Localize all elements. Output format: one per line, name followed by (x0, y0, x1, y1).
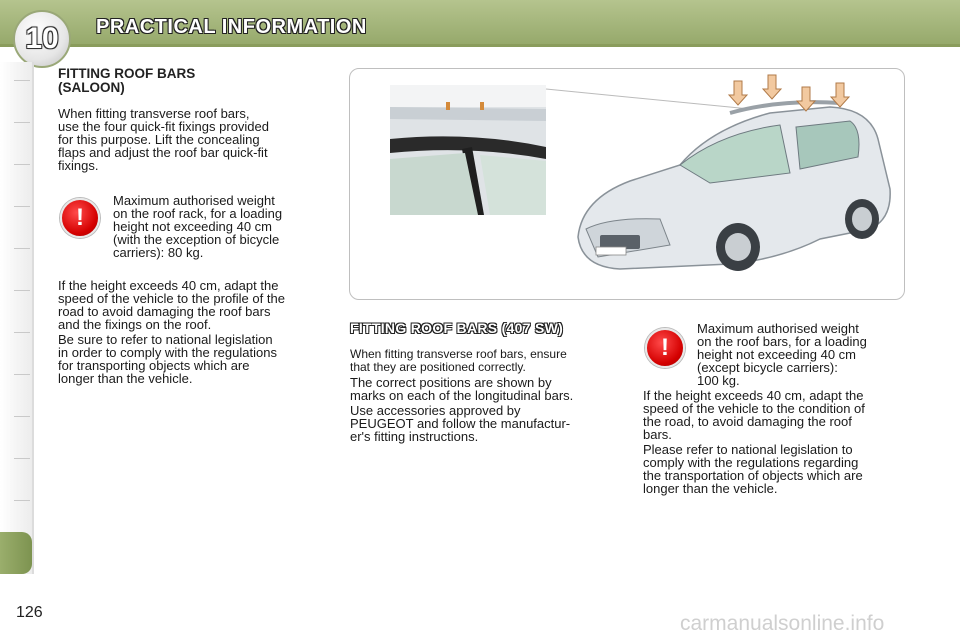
text-line: on the roof bars, for a loading (697, 334, 867, 349)
text-line: road to avoid damaging the roof bars (58, 304, 271, 319)
sw-speed-note (643, 389, 903, 441)
text-line: (except bicycle carriers): (697, 360, 838, 375)
text-line: Please refer to national legislation to (643, 442, 853, 457)
text-line: When fitting transverse roof bars, (58, 106, 250, 121)
text-line: Maximum authorised weight (697, 321, 859, 336)
page-title: PRACTICAL INFORMATION (96, 16, 367, 38)
page-number: 126 (16, 604, 43, 621)
sw-section-title: FITTING ROOF BARS (407 SW) (350, 320, 564, 336)
tab-divider (14, 80, 30, 81)
sw-weight-warning (697, 322, 903, 387)
position-mark (446, 102, 450, 110)
rear-wheel-rim (852, 207, 872, 231)
text-line: marks on each of the longitudinal bars. (350, 388, 574, 403)
number-plate (596, 247, 626, 255)
car-roof-bars-illustration (349, 68, 905, 300)
warning-icon: ! (645, 328, 685, 368)
text-line: PEUGEOT and follow the manufactur- (350, 416, 571, 431)
text-line: fixings. (58, 158, 99, 173)
text-line: The correct positions are shown by (350, 375, 552, 390)
front-wheel-rim (725, 233, 751, 261)
text-line: speed of the vehicle to the condition of (643, 401, 865, 416)
sw-accessories (350, 404, 610, 443)
text-line: longer than the vehicle. (643, 481, 778, 496)
saloon-intro (58, 107, 320, 172)
tab-divider (14, 122, 30, 123)
down-arrow-icon (797, 87, 815, 111)
fixing-arrows (729, 75, 849, 111)
text-line: (with the exception of bicycle (113, 232, 280, 247)
title-line: (SALOON) (58, 80, 125, 95)
text-line: Be sure to refer to national legislation (58, 332, 273, 347)
saloon-weight-warning (113, 194, 318, 259)
text-line: flaps and adjust the roof bar quick-fit (58, 145, 268, 160)
sw-legislation-note (643, 443, 903, 495)
chapter-tabs (0, 62, 34, 574)
text-line: If the height exceeds 40 cm, adapt the (58, 278, 279, 293)
roof-rail-edge (390, 107, 546, 121)
saloon-section-title (58, 67, 320, 95)
text-line: that they are positioned correctly. (350, 359, 526, 374)
car-drawing (350, 69, 904, 299)
sw-positions (350, 376, 610, 402)
header-divider (0, 44, 960, 47)
title-line: FITTING ROOF BARS (58, 66, 196, 81)
text-line: in order to comply with the regulations (58, 345, 277, 360)
down-arrow-icon (729, 81, 747, 105)
chapter-number-badge: 10 (13, 10, 71, 68)
text-line: use the four quick-fit fixings provided (58, 119, 269, 134)
text-line: height not exceeding 40 cm (113, 219, 272, 234)
text-line: and the fixings on the roof. (58, 317, 212, 332)
text-line: the transportation of objects which are (643, 468, 863, 483)
roof-rail-strip (390, 85, 546, 107)
text-line: er's fitting instructions. (350, 429, 479, 444)
side-window (390, 153, 478, 215)
text-line: height not exceeding 40 cm (697, 347, 856, 362)
watermark: carmanualsonline.info (680, 612, 885, 635)
text-line: Maximum authorised weight (113, 193, 275, 208)
text-line: for transporting objects which are (58, 358, 250, 373)
tab-divider (14, 332, 30, 333)
saloon-speed-note (58, 279, 320, 331)
tab-divider (14, 248, 30, 249)
warning-icon: ! (60, 198, 100, 238)
text-line: comply with the regulations regarding (643, 455, 859, 470)
text-line: carriers): 80 kg. (113, 245, 204, 260)
saloon-legislation-note (58, 333, 320, 385)
text-line: 100 kg. (697, 373, 740, 388)
tab-divider (14, 164, 30, 165)
text-line: Use accessories approved by (350, 403, 521, 418)
text-line: longer than the vehicle. (58, 371, 193, 386)
down-arrow-icon (763, 75, 781, 99)
text-line: When fitting transverse roof bars, ensure (350, 347, 567, 361)
tab-divider (14, 374, 30, 375)
position-mark (480, 102, 484, 110)
text-line: speed of the vehicle to the profile of the (58, 291, 285, 306)
callout-line (546, 89, 750, 109)
tab-divider (14, 206, 30, 207)
tab-divider (14, 416, 30, 417)
tab-divider (14, 290, 30, 291)
text-line: on the roof rack, for a loading (113, 206, 283, 221)
active-chapter-tab[interactable] (0, 532, 32, 574)
text-line: bars. (643, 427, 672, 442)
text-line: for this purpose. Lift the concealing (58, 132, 260, 147)
sw-intro (350, 348, 610, 373)
text-line: the road, to avoid damaging the roof (643, 414, 852, 429)
tab-divider (14, 458, 30, 459)
side-window (480, 155, 546, 215)
tab-divider (14, 500, 30, 501)
text-line: If the height exceeds 40 cm, adapt the (643, 388, 864, 403)
